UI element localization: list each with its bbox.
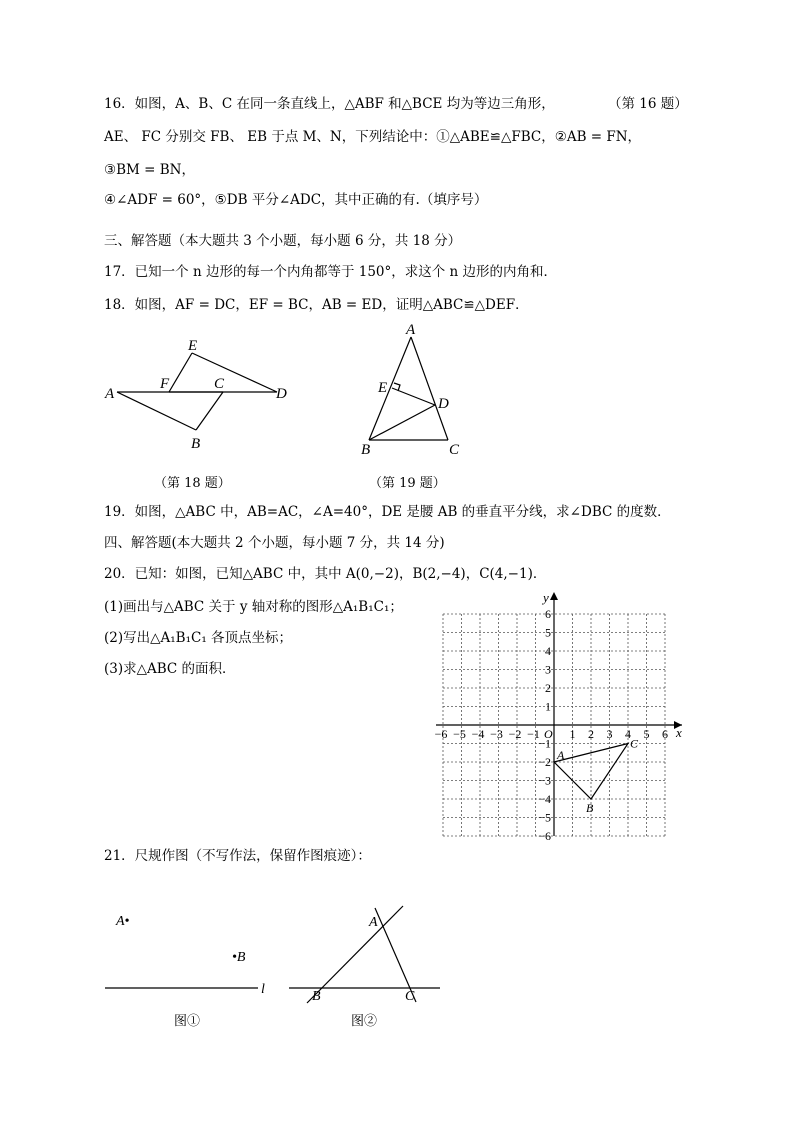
y-axis-label: y: [543, 590, 549, 605]
fig19-caption: （第 19 题）: [369, 476, 446, 491]
x-tick-label: 2: [588, 727, 594, 741]
x-tick-label: −4: [471, 727, 485, 741]
y-tick-label: −4: [538, 792, 551, 806]
q16-figure-tag: （第 16 题）: [608, 96, 688, 112]
y-tick-label: −5: [538, 810, 551, 825]
fig18-label-C: C: [214, 376, 225, 392]
q16-line1: 16．如图，A、B、C 在同一条直线上，△ABF 和△BCE 均为等边三角形，: [104, 96, 555, 112]
x-tick-label: −5: [453, 727, 466, 741]
q16-line2: AE、 FC 分别交 FB、 EB 于点 M、N，下列结论中：①△ABE≌△FBC，②AB = FN，: [104, 129, 642, 145]
fig19-label-A: A: [406, 322, 416, 338]
fig18-label-B: B: [191, 436, 201, 450]
point-A: A•: [116, 914, 130, 929]
q21-text: 21．尺规作图（不写作法，保留作图痕迹）：: [104, 848, 371, 864]
figure-21-1: [100, 905, 280, 1000]
fig19-label-E: E: [378, 380, 388, 396]
section-4-heading: 四、解答题(本大题共 2 个小题，每小题 7 分，共 14 分): [104, 535, 445, 551]
q20-part1: (1)画出与△ABC 关于 y 轴对称的图形△A₁B₁C₁；: [104, 599, 403, 615]
q18-text: 18．如图，AF = DC，EF = BC，AB = ED，证明△ABC≌△DEF．: [104, 297, 529, 313]
x-tick-label: 4: [625, 727, 631, 741]
label-l: l: [261, 982, 265, 997]
y-tick-label: 3: [545, 662, 551, 677]
x-tick-label: 6: [662, 727, 668, 741]
coordinate-grid: [430, 588, 690, 840]
y-axis-arrow-icon: [550, 592, 558, 600]
x-tick-label: −2: [508, 727, 522, 741]
y-tick-label: 4: [545, 644, 551, 658]
x-tick-label: 5: [643, 727, 650, 741]
q16-line3: ③BM = BN，: [104, 162, 195, 178]
figure-18: [100, 330, 300, 450]
y-tick-label: 6: [545, 607, 551, 621]
q20-part2: (2)写出△A₁B₁C₁ 各顶点坐标；: [104, 630, 293, 646]
grid-label-A: A: [557, 748, 565, 762]
q20-stem: 20．已知：如图，已知△ABC 中，其中 A(0,−2)，B(2,−4)，C(4,−1)．: [104, 566, 547, 582]
fig21-1-caption: 图①: [174, 1014, 201, 1029]
y-tick-label: −6: [538, 829, 551, 840]
fig19-label-C: C: [449, 442, 460, 458]
x-tick-label: −6: [434, 727, 448, 741]
fig21-2-label-A: A: [369, 915, 378, 930]
fig18-label-F: F: [160, 376, 170, 392]
y-tick-label: −1: [538, 736, 551, 751]
fig18-caption: （第 18 题）: [154, 476, 231, 491]
q19-text: 19．如图，△ABC 中，AB=AC，∠A=40°，DE 是腰 AB 的垂直平分线，求∠DBC 的度数．: [104, 504, 671, 520]
fig18-label-E: E: [188, 338, 198, 354]
y-tick-label: −3: [538, 773, 551, 788]
y-tick-label: 5: [545, 625, 551, 640]
y-tick-label: 1: [545, 699, 551, 714]
grid-label-C: C: [630, 736, 639, 751]
y-tick-label: −2: [538, 755, 551, 769]
q17-text: 17．已知一个 n 边形的每一个内角都等于 150°，求这个 n 边形的内角和．: [104, 264, 558, 280]
fig19-label-B: B: [361, 442, 371, 458]
q20-part3: (3)求△ABC 的面积．: [104, 661, 236, 677]
x-tick-label: −1: [527, 727, 540, 741]
origin-label: O: [544, 727, 553, 741]
figure-21-2: [285, 900, 450, 1005]
x-tick-label: 1: [569, 727, 576, 741]
fig21-2-label-B: B: [312, 989, 321, 1004]
x-tick-label: 3: [606, 727, 613, 741]
figure-19: [355, 320, 485, 460]
fig21-2-label-C: C: [405, 989, 415, 1004]
section-3-heading: 三、解答题（本大题共 3 个小题，每小题 6 分，共 18 分）: [104, 233, 462, 249]
point-B: •B: [232, 950, 246, 965]
q16-line4: ④∠ADF = 60°，⑤DB 平分∠ADC，其中正确的有.（填序号）: [104, 192, 488, 208]
x-tick-label: −3: [490, 727, 503, 741]
fig19-label-D: D: [438, 396, 449, 412]
y-tick-label: 2: [545, 681, 551, 695]
fig21-2-caption: 图②: [351, 1014, 378, 1029]
grid-label-B: B: [586, 801, 594, 815]
fig18-label-A: A: [105, 386, 115, 402]
fig18-label-D: D: [276, 386, 287, 402]
x-axis-label: x: [676, 725, 682, 740]
